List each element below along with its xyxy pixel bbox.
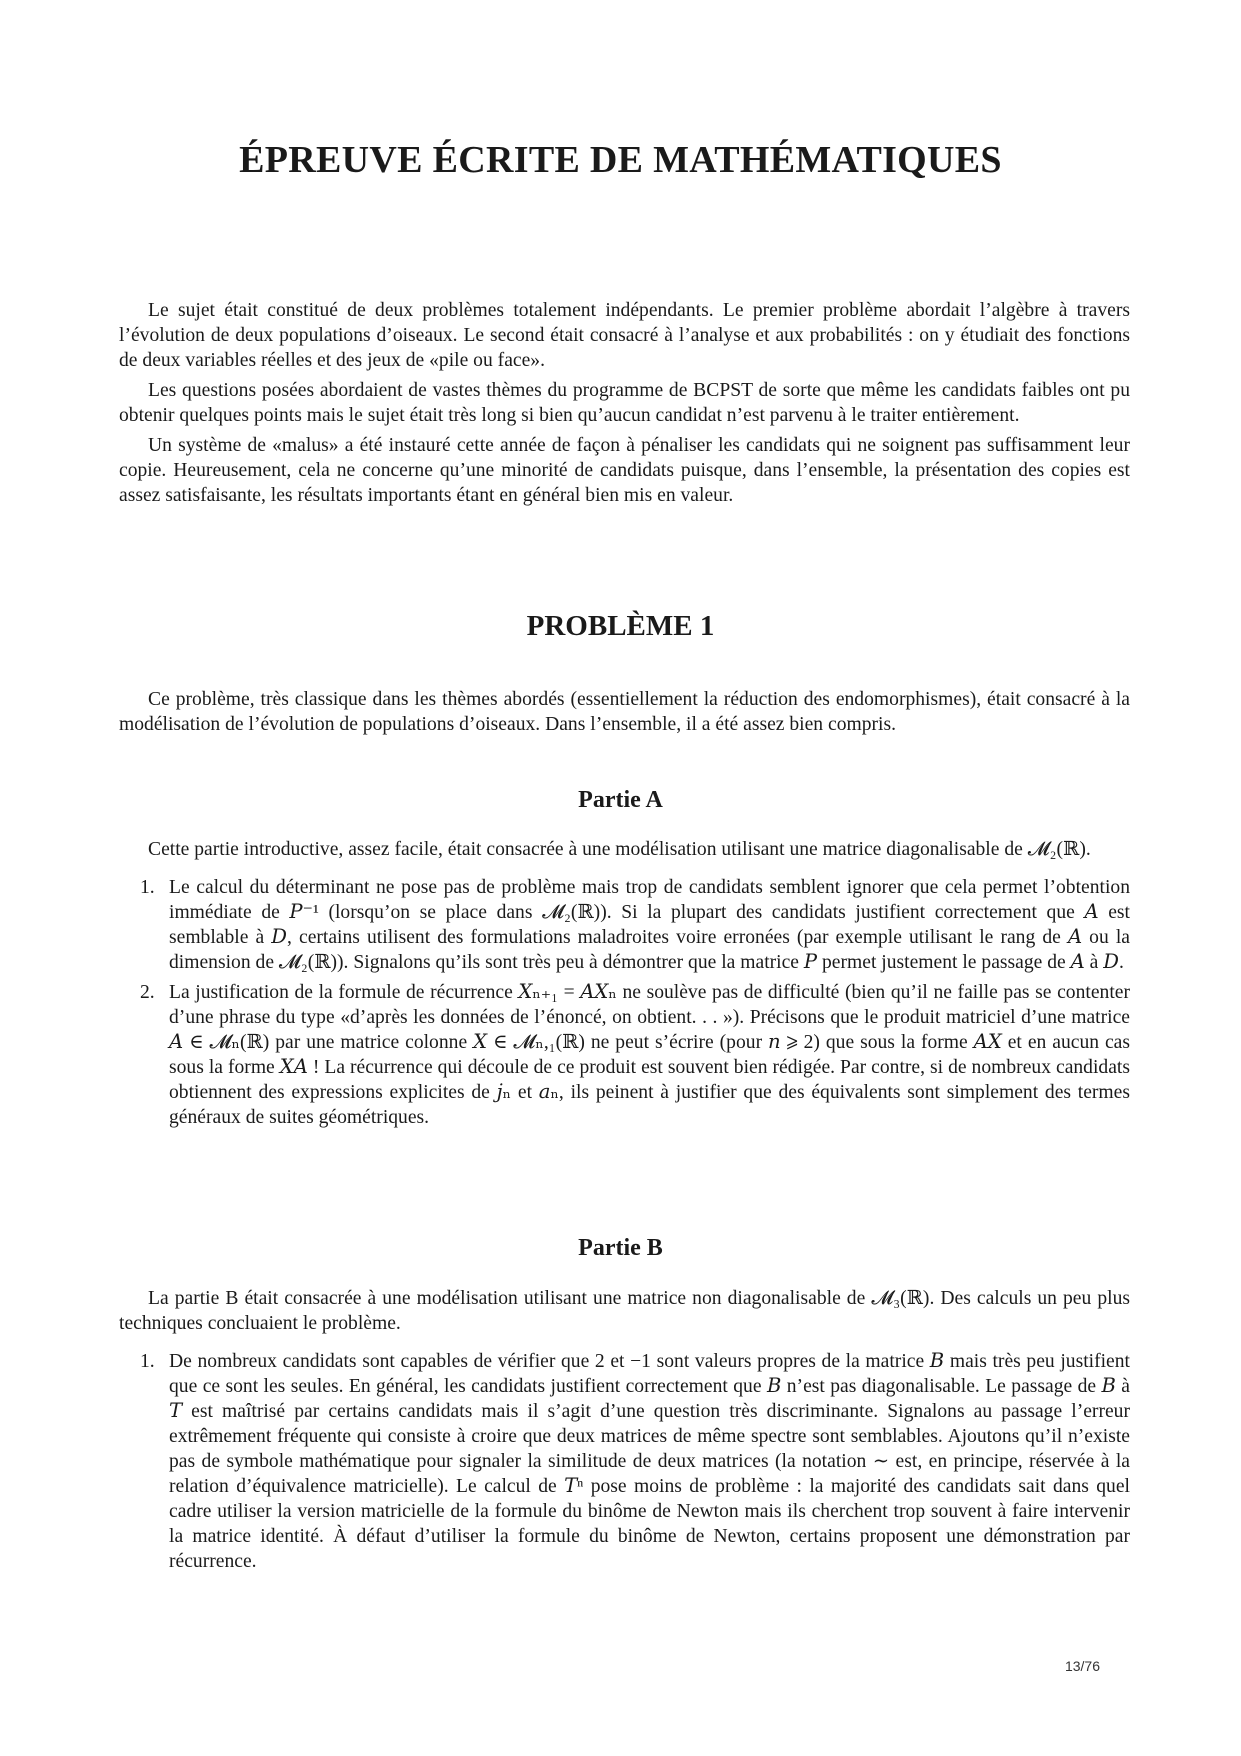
- partA-section: [119, 837, 1130, 1135]
- item-number: 2.: [140, 982, 155, 1003]
- problem1-intro: Ce problème, très classique dans les thèmes abordés (essentiellement la réduction des endomorphismes), était consacré à la modélisation de l’évolution de populations d’oiseaux. Dans l’ensemble, il a été assez bien compris.: [119, 689, 1130, 735]
- partA-list: [119, 875, 1130, 1130]
- intro-paragraph: Le sujet était constitué de deux problèmes totalement indépendants. Le premier problème abordait l’algèbre à travers l’évolution de deux populations d’oiseaux. Le second était consacré à l’analyse et aux probabilités : on y étudiait des fonctions de deux variables réelles et des jeux de «pile ou face».: [119, 300, 1130, 371]
- document-title: ÉPREUVE ÉCRITE DE MATHÉMATIQUES: [239, 139, 1002, 181]
- partA-intro: Cette partie introductive, assez facile, était consacrée à une modélisation utilisant une matrice diagonalisable de 𝓜₂(ℝ).: [148, 839, 1091, 860]
- intro-paragraph: Un système de «malus» a été instauré cette année de façon à pénaliser les candidats qui ne soignent pas suffisamment leur copie. Heureusement, cela ne concerne qu’une minorité de candidats puisque, dans l’ensemble, la présentation des copies est assez satisfaisante, les résultats importants étant en général bien mis en valeur.: [119, 435, 1130, 506]
- item-text: La justification de la formule de récurrence 𝑋ₙ₊₁ = 𝐴𝑋ₙ ne soulève pas de difficulté (bien qu’il ne faille pas se contenter d’une phrase du type «d’après les données de l’énoncé, on obtient. . . »). Précisons que le produit matriciel d’une matrice 𝐴 ∈ 𝓜ₙ(ℝ) par une matrice colonne 𝑋 ∈ 𝓜ₙ,₁(ℝ) ne peut s’écrire (pour 𝑛 ⩾ 2) que sous la forme 𝐴𝑋 et en aucun cas sous la forme 𝑋𝐴 ! La récurrence qui découle de ce produit est souvent bien rédigée. Par contre, si de nombreux candidats obtiennent des expressions explicites de 𝑗ₙ et 𝑎ₙ, ils peinent à justifier que des équivalents sont simplement des termes généraux de suites géométriques.: [169, 982, 1130, 1128]
- item-text: De nombreux candidats sont capables de vérifier que 2 et −1 sont valeurs propres de la matrice 𝐵 mais très peu justifient que ce sont les seules. En général, les candidats justifient correctement que 𝐵 n’est pas diagonalisable. Le passage de 𝐵 à 𝑇 est maîtrisé par certains candidats mais il s’agit d’une question très discriminante. Signalons au passage l’erreur extrêmement fréquente qui consiste à croire que deux matrices de même spectre sont semblables. Ajoutons qu’il n’existe pas de symbole mathématique pour signaler la similitude de deux matrices (la notation ∼ est, en principe, réservée à la relation d’équivalence matricielle). Le calcul de 𝑇ⁿ pose moins de problème : la majorité des candidats sait dans quel cadre utiliser la version matricielle de la formule du binôme de Newton mais ils cherchent trop souvent à faire intervenir la matrice identité. À défaut d’utiliser la formule du binôme de Newton, certains proposent une démonstration par récurrence.: [169, 1351, 1130, 1572]
- item-text: Le calcul du déterminant ne pose pas de problème mais trop de candidats semblent ignorer que cela permet l’obtention immédiate de 𝑃⁻¹ (lorsqu’on se place dans 𝓜₂(ℝ)). Si la plupart des candidats justifient correctement que 𝐴 est semblable à 𝐷, certains utilisent des formulations maladroites voire erronées (par exemple utilisant le rang de 𝐴 ou la dimension de 𝓜₂(ℝ)). Signalons qu’ils sont très peu à démontrer que la matrice 𝑃 permet justement le passage de 𝐴 à 𝐷.: [169, 877, 1130, 973]
- partB-intro: La partie B était consacrée à une modélisation utilisant une matrice non diagonalisable de 𝓜₃(ℝ). Des calculs un peu plus techniques concluaient le problème.: [119, 1288, 1130, 1334]
- problem1-heading: PROBLÈME 1: [526, 610, 715, 642]
- intro-paragraph: Les questions posées abordaient de vastes thèmes du programme de BCPST de sorte que même les candidats faibles ont pu obtenir quelques points mais le sujet était très long si bien qu’aucun candidat n’est parvenu à le traiter entièrement.: [119, 380, 1130, 426]
- partA-heading: Partie A: [578, 787, 663, 813]
- list-item: [119, 1349, 1130, 1574]
- list-item: [119, 875, 1130, 975]
- item-number: 1.: [140, 1351, 155, 1372]
- partB-list: [119, 1349, 1130, 1574]
- page-number: 13/76: [1064, 1658, 1100, 1674]
- problem1-intro-section: [119, 687, 1130, 737]
- item-number: 1.: [140, 877, 155, 898]
- partB-section: [119, 1286, 1130, 1579]
- partB-heading: Partie B: [578, 1235, 663, 1261]
- list-item: [119, 980, 1130, 1130]
- intro-section: [119, 298, 1130, 508]
